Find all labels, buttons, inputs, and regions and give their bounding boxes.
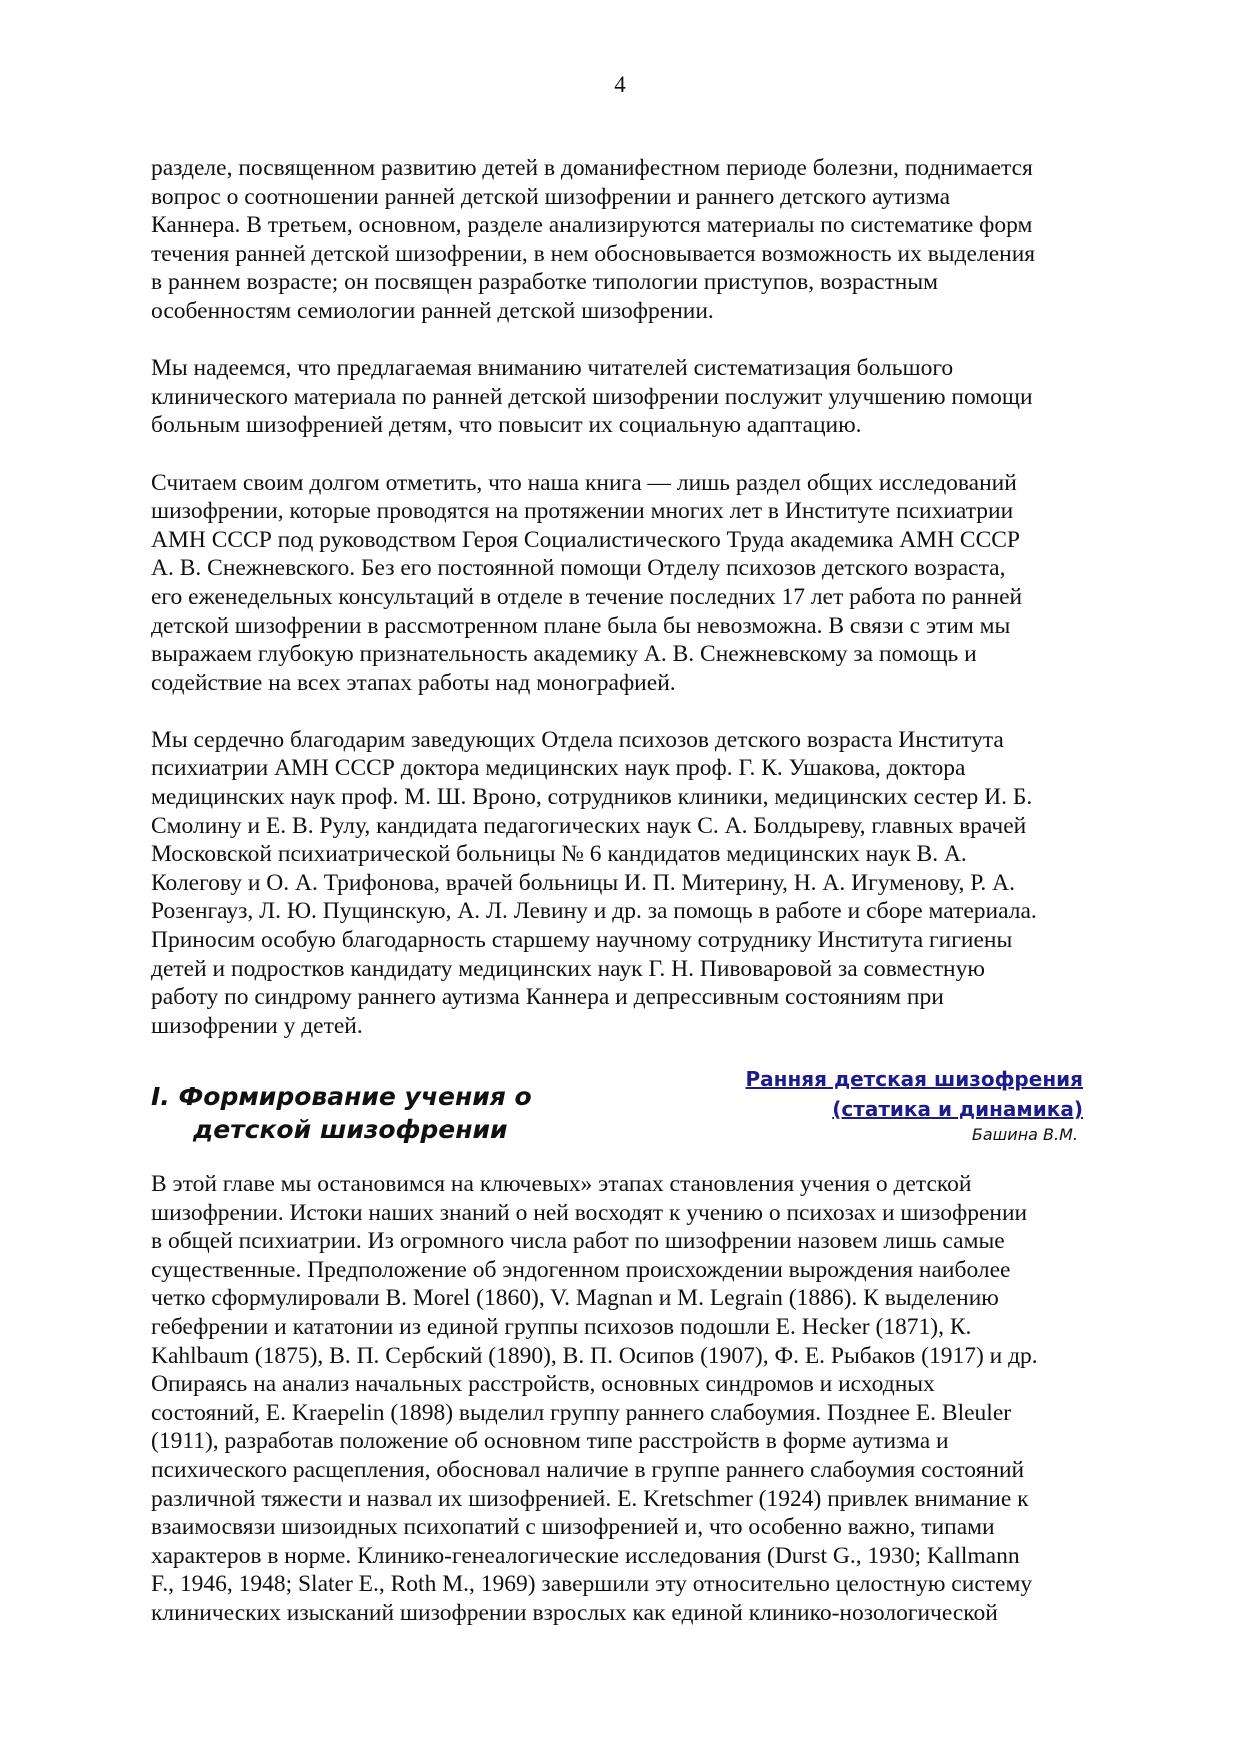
chapter-heading-line: I. Формирование учения о — [151, 1082, 532, 1111]
text-line: АМН СССР под руководством Героя Социалистического Труда академика АМН СССР — [151, 526, 1021, 553]
text-line: содействие на всех этапах работы над монографией. — [151, 669, 676, 696]
text-line: больным шизофренией детям, что повысит их социальную адаптацию. — [151, 412, 862, 439]
text-line: взаимосвязи шизоидных психопатий с шизофренией и, что особенно важно, типами — [151, 1514, 995, 1541]
text-line: Смолину и Е. В. Рулу, кандидата педагогических наук С. А. Болдыреву, главных врачей — [151, 812, 1027, 839]
text-line: разделе, посвященном развитию детей в доманифестном периоде болезни, поднимается — [151, 155, 1033, 181]
book-title-link[interactable]: (статика и динамика) — [832, 1097, 1083, 1121]
text-line: в общей психиатрии. Из огромного числа работ по шизофрении назовем лишь самые — [151, 1228, 1005, 1255]
paragraph-spacer — [151, 697, 1111, 726]
book-author: Башина В.М. — [971, 1125, 1078, 1144]
paragraph — [151, 354, 1111, 440]
text-line: Мы надеемся, что предлагаемая вниманию читателей систематизация большого — [151, 355, 954, 382]
paragraph-spacer — [151, 440, 1111, 469]
text-line: (1911), разработав положение об основном типе расстройств в форме аутизма и — [151, 1428, 949, 1455]
body-text-chapter — [151, 1170, 1111, 1628]
text-line: в раннем возрасте; он посвящен разработке типологии приступов, возрастным — [151, 269, 939, 296]
text-line: детей и подростков кандидату медицинских наук Г. Н. Пивоваровой за совместную — [151, 955, 985, 982]
text-line: характеров в норме. Клинико-генеалогические исследования (Durst G., 1930; Kallmann — [151, 1542, 1020, 1569]
body-text-top — [151, 154, 1111, 1040]
text-line: состояний, Е. Kraepelin (1898) выделил группу раннего слабоумия. Позднее Е. Bleuler — [151, 1399, 1012, 1426]
text-line: существенные. Предположение об эндогенном происхождении вырождения наиболее — [151, 1256, 1011, 1283]
text-line: клинических изысканий шизофрении взрослых как единой клинико-нозологической — [151, 1599, 998, 1626]
paragraph — [151, 469, 1111, 698]
text-line: Приносим особую благодарность старшему научному сотруднику Института гигиены — [151, 927, 1013, 954]
text-line: Мы сердечно благодарим заведующих Отдела психозов детского возраста Института — [151, 726, 1004, 753]
text-line: Колегову и О. А. Трифонова, врачей больницы И. П. Митерину, Н. А. Игуменову, Р. А. — [151, 869, 1015, 896]
text-line: работу по синдрому раннего аутизма Каннера и депрессивным состояниям при — [151, 984, 944, 1011]
text-line: медицинских наук проф. М. Ш. Вроно, сотрудников клиники, медицинских сестер И. Б. — [151, 784, 1033, 811]
paragraph — [151, 1170, 1111, 1628]
text-line: различной тяжести и назвал их шизофренией. Е. Kretschmer (1924) привлек внимание к — [151, 1485, 1029, 1512]
text-line: особенностям семиологии ранней детской шизофрении. — [151, 297, 714, 324]
text-line: В этой главе мы остановимся на ключевых» этапах становления учения о детской — [151, 1171, 972, 1197]
text-line: гебефрении и кататонии из единой группы психозов подошли Е. Hecker (1871), К. — [151, 1313, 972, 1340]
text-line: четко сформулировали В. Morel (1860), V. Magnan и M. Legrain (1886). К выделению — [151, 1285, 999, 1312]
book-title-link[interactable]: Ранняя детская шизофрения — [745, 1067, 1083, 1091]
text-line: детской шизофрении в рассмотренном плане была бы невозможна. В связи с этим мы — [151, 612, 1011, 639]
text-line: F., 1946, 1948; Slater E., Roth M., 1969) завершили эту относительно целостную систему — [151, 1571, 1033, 1598]
text-line: Считаем своим долгом отметить, что наша книга — лишь раздел общих исследований — [151, 469, 1017, 496]
text-line: вопрос о соотношении ранней детской шизофрении и раннего детского аутизма — [151, 183, 951, 210]
page-number: 4 — [614, 72, 626, 97]
book-reference — [746, 1064, 1084, 1146]
text-line: шизофрении у детей. — [151, 1012, 363, 1039]
text-line: шизофрении, которые проводятся на протяжении многих лет в Институте психиатрии — [151, 498, 1014, 525]
text-line: клинического материала по ранней детской шизофрении послужит улучшению помощи — [151, 383, 1033, 410]
text-line: Розенгауз, Л. Ю. Пущинскую, А. Л. Левину и др. за помощь в работе и сборе материала. — [151, 898, 1037, 925]
chapter-heading — [151, 1080, 532, 1146]
chapter-heading-line: детской шизофрении — [193, 1115, 508, 1144]
text-line: психиатрии АМН СССР доктора медицинских наук проф. Г. К. Ушакова, доктора — [151, 755, 966, 782]
text-line: Kahlbaum (1875), В. П. Сербский (1890), В. П. Осипов (1907), Ф. Е. Рыбаков (1917) и др. — [151, 1342, 1038, 1369]
text-line: его еженедельных консультаций в отделе в течение последних 17 лет работа по ранней — [151, 583, 1023, 610]
text-line: психического расщепления, обосновал наличие в группе раннего слабоумия состояний — [151, 1456, 1025, 1483]
text-line: Каннера. В третьем, основном, разделе анализируются материалы по систематике форм — [151, 212, 1033, 239]
text-line: шизофрении. Истоки наших знаний о ней восходят к учению о психозах и шизофрении — [151, 1199, 1028, 1226]
paragraph — [151, 154, 1111, 326]
text-line: выражаем глубокую признательность академику А. В. Снежневскому за помощь и — [151, 641, 977, 668]
paragraph — [151, 726, 1111, 1041]
text-line: А. В. Снежневского. Без его постоянной помощи Отделу психозов детского возраста, — [151, 555, 1006, 582]
text-line: Опираясь на анализ начальных расстройств, основных синдромов и исходных — [151, 1371, 935, 1398]
paragraph-spacer — [151, 326, 1111, 355]
text-line: Московской психиатрической больницы № 6 кандидатов медицинских наук В. А. — [151, 841, 967, 868]
text-line: течения ранней детской шизофрении, в нем обосновывается возможность их выделения — [151, 240, 1036, 267]
